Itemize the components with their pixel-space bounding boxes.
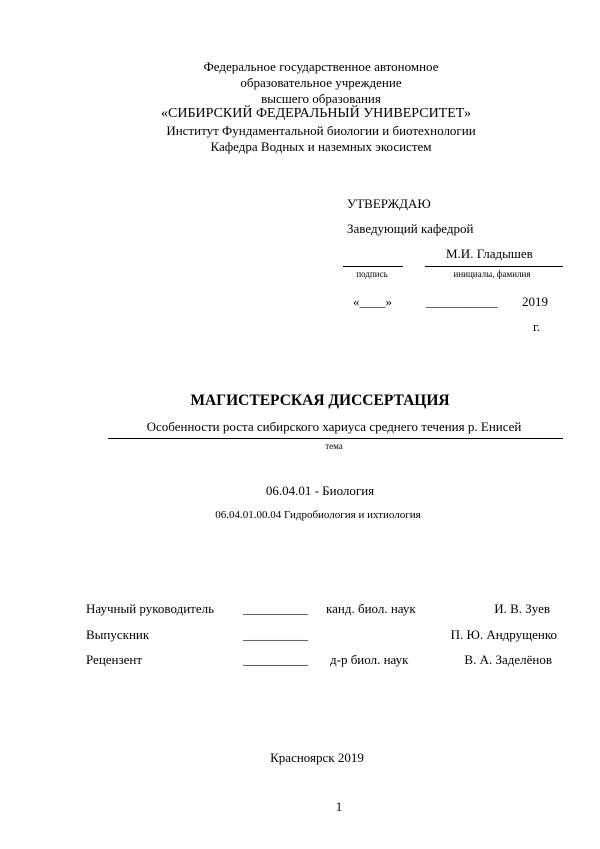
direction-code: 06.04.01 - Биология — [265, 483, 375, 498]
approval-year: 2019 — [522, 294, 548, 309]
thesis-type: МАГИСТЕРСКАЯ ДИССЕРТАЦИЯ — [190, 392, 450, 409]
person-sign-field: __________ — [243, 652, 308, 667]
initials-caption: инициалы, фамилия — [453, 269, 531, 279]
year-suffix: г. — [533, 319, 541, 334]
approver-name: М.И. Гладышев — [446, 246, 533, 261]
person-name: И. В. Зуев — [494, 601, 550, 616]
university-name: «СИБИРСКИЙ ФЕДЕРАЛЬНЫЙ УНИВЕРСИТЕТ» — [161, 106, 471, 121]
header-line-2: образовательное учреждение — [240, 75, 402, 90]
institute-name: Институт Фундаментальной биологии и биотехнологии — [166, 123, 476, 138]
approval-title: УТВЕРЖДАЮ — [347, 196, 431, 211]
page-number: 1 — [335, 799, 343, 814]
date-month-field: ___________ — [426, 294, 498, 309]
department-name: Кафедра Водных и наземных экосистем — [210, 139, 432, 154]
topic-caption: тема — [325, 441, 343, 451]
person-sign-field: __________ — [243, 601, 308, 616]
header-line-3: высшего образования — [261, 91, 381, 106]
person-sign-field: __________ — [243, 627, 308, 642]
person-role: Научный руководитель — [86, 601, 215, 616]
initials-line — [425, 266, 563, 267]
person-role: Рецензент — [86, 652, 143, 667]
thesis-topic: Особенности роста сибирского хариуса среднего течения р. Енисей — [146, 419, 522, 434]
topic-line — [108, 438, 563, 439]
date-day-field: «____» — [353, 294, 392, 309]
signature-caption: подпись — [356, 269, 388, 279]
person-degree: д-р биол. наук — [330, 652, 409, 667]
person-name: П. Ю. Андрущенко — [450, 627, 557, 642]
header-line-1: Федеральное государственное автономное — [203, 59, 439, 74]
program-code: 06.04.01.00.04 Гидробиология и ихтиология — [215, 509, 421, 521]
approval-role: Заведующий кафедрой — [347, 221, 474, 236]
city-year: Красноярск 2019 — [270, 750, 364, 765]
person-name: В. А. Заделёнов — [464, 652, 552, 667]
person-degree: канд. биол. наук — [326, 601, 416, 616]
person-role: Выпускник — [86, 627, 150, 642]
signature-line — [343, 266, 403, 267]
